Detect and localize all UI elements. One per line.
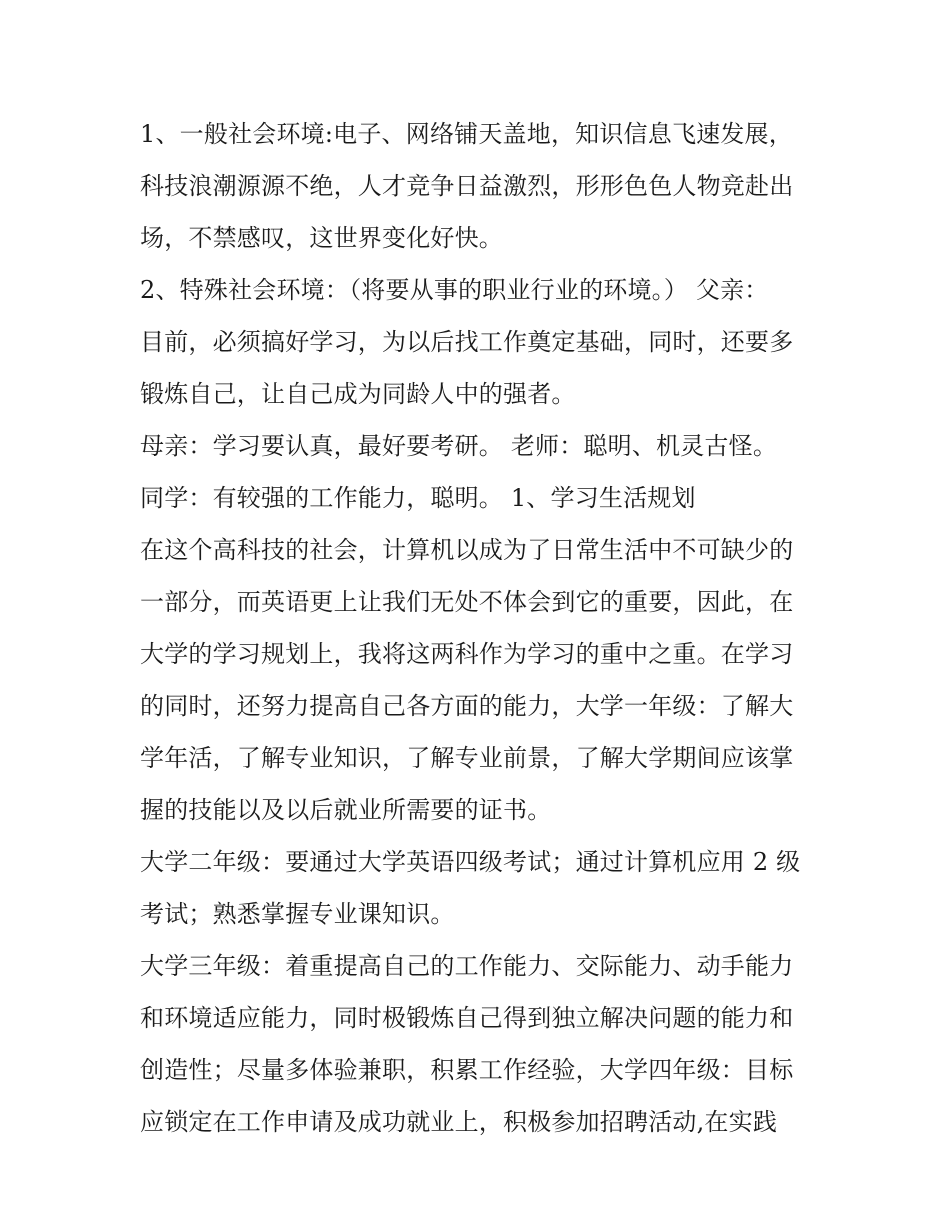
text-line: 母亲：学习要认真，最好要考研。 老师：聪明、机灵古怪。 xyxy=(140,432,778,460)
text-line: 一部分，而英语更上让我们无处不体会到它的重要，因此，在 xyxy=(140,588,794,616)
text-line: 1、一般社会环境:电子、网络铺天盖地，知识信息飞速发展， xyxy=(140,120,793,148)
text-line: 大学二年级：要通过大学英语四级考试；通过计算机应用 2 级 xyxy=(140,848,801,876)
document-body xyxy=(140,108,830,1148)
text-line: 大学的学习规划上，我将这两科作为学习的重中之重。在学习 xyxy=(140,640,794,668)
text-line: 考试；熟悉掌握专业课知识。 xyxy=(140,900,455,928)
text-line: 大学三年级：着重提高自己的工作能力、交际能力、动手能力 xyxy=(140,952,794,980)
text-line: 场，不禁感叹，这世界变化好快。 xyxy=(140,224,503,252)
text-line: 和环境适应能力，同时极锻炼自己得到独立解决问题的能力和 xyxy=(140,1004,794,1032)
text-line: 的同时，还努力提高自己各方面的能力，大学一年级：了解大 xyxy=(140,692,794,720)
text-line: 同学：有较强的工作能力，聪明。 1、学习生活规划 xyxy=(140,484,696,512)
text-line: 创造性；尽量多体验兼职，积累工作经验，大学四年级：目标 xyxy=(140,1056,794,1084)
text-line: 学年活，了解专业知识，了解专业前景，了解大学期间应该掌 xyxy=(140,744,794,772)
text-line: 锻炼自己，让自己成为同龄人中的强者。 xyxy=(140,380,576,408)
text-line: 科技浪潮源源不绝，人才竞争日益激烈，形形色色人物竞赴出 xyxy=(140,172,794,200)
text-line: 2、特殊社会环境：（将要从事的职业行业的环境。） 父亲： xyxy=(140,276,769,304)
text-line: 目前，必须搞好学习，为以后找工作奠定基础，同时，还要多 xyxy=(140,328,794,356)
text-line: 在这个高科技的社会，计算机以成为了日常生活中不可缺少的 xyxy=(140,536,794,564)
text-line: 应锁定在工作申请及成功就业上，积极参加招聘活动,在实践 xyxy=(140,1108,778,1136)
text-line: 握的技能以及以后就业所需要的证书。 xyxy=(140,796,552,824)
